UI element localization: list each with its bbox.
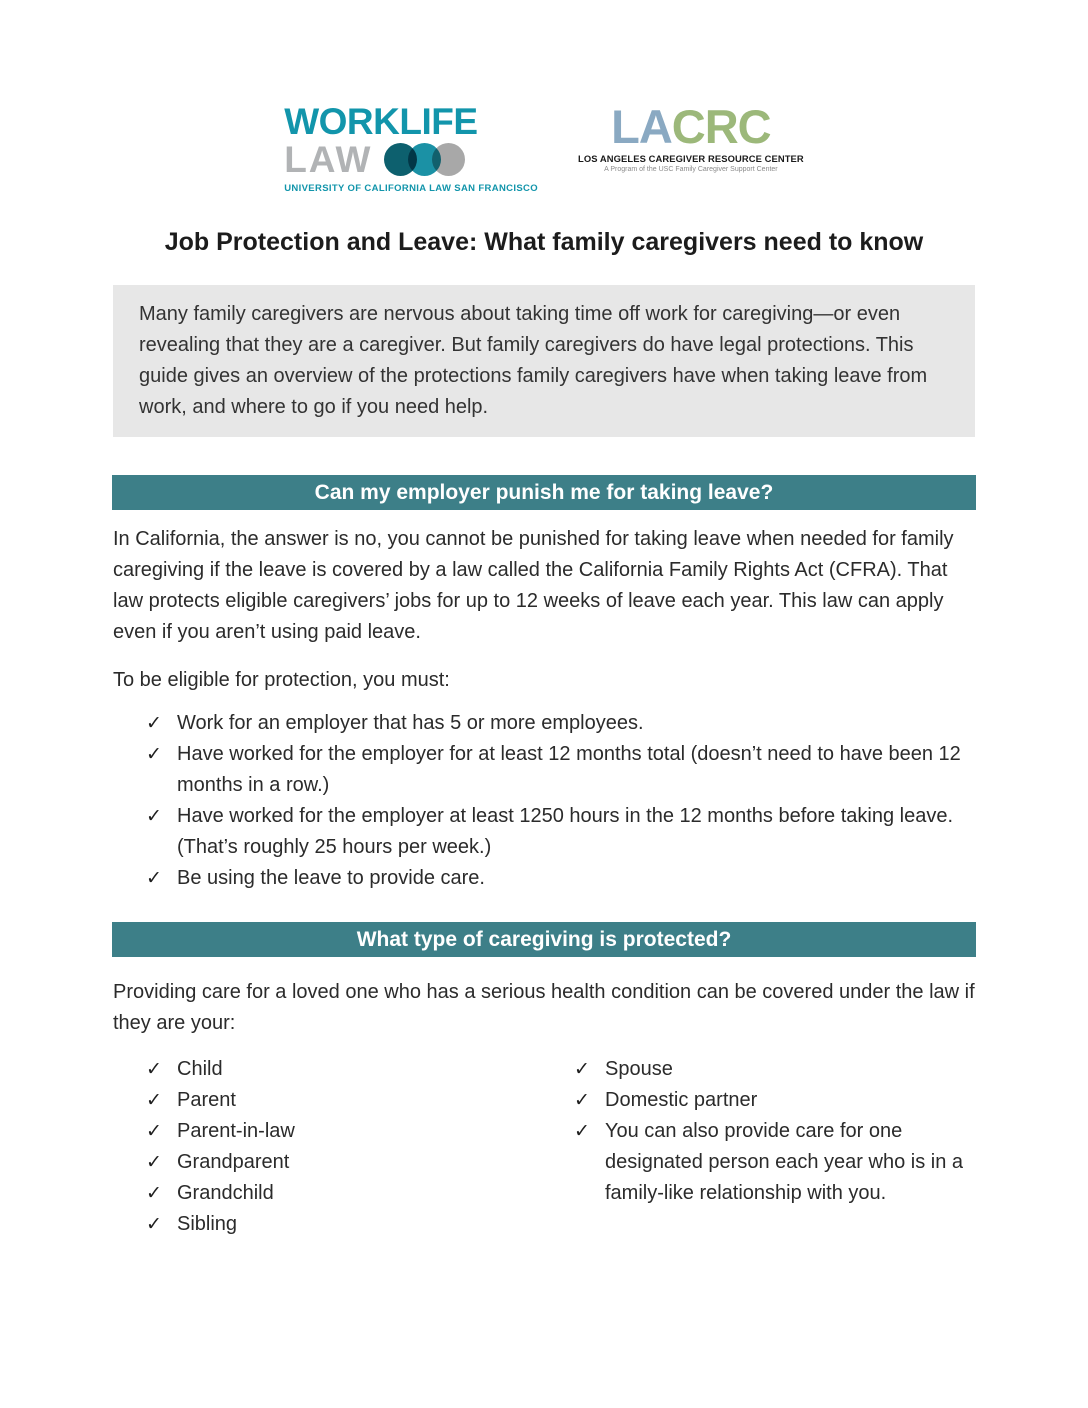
list-item	[146, 1178, 544, 1209]
check-icon: ✓	[146, 1152, 162, 1173]
list-item-text: Have worked for the employer for at least 12 months total (doesn’t need to have been 12 months in a row.)	[177, 743, 961, 796]
list-item-text: Work for an employer that has 5 or more employees.	[177, 712, 644, 734]
list-item-text: Be using the leave to provide care.	[177, 867, 485, 889]
check-icon: ✓	[574, 1121, 590, 1142]
list-item	[146, 1085, 544, 1116]
worklife-tagline: UNIVERSITY OF CALIFORNIA LAW SAN FRANCISCO	[284, 183, 538, 194]
list-item	[146, 1209, 544, 1240]
eligibility-list-intro: To be eligible for protection, you must:	[113, 669, 450, 691]
list-item-text: Sibling	[177, 1213, 238, 1235]
eligibility-checklist	[113, 708, 975, 894]
section2-paragraph: Providing care for a loved one who has a serious health condition can be covered under the law if they are your:	[113, 981, 975, 1034]
page-title: Job Protection and Leave: What family caregivers need to know	[164, 228, 924, 256]
list-item-text: Child	[177, 1058, 223, 1080]
relations-left-column	[113, 1054, 544, 1240]
list-item-text: You can also provide care for one designated person each year who is in a family-like relationship with you.	[605, 1120, 964, 1204]
list-item	[574, 1116, 975, 1209]
check-icon: ✓	[146, 713, 162, 734]
worklife-law-logo	[284, 103, 538, 194]
list-item	[146, 708, 975, 739]
check-icon: ✓	[146, 1183, 162, 1204]
list-item-text: Grandparent	[177, 1151, 290, 1173]
check-icon: ✓	[146, 868, 162, 889]
list-item	[574, 1054, 975, 1085]
list-item	[146, 1116, 544, 1147]
check-icon: ✓	[146, 1214, 162, 1235]
lacrc-la-text: LA	[611, 100, 672, 153]
relations-two-column-list	[113, 1054, 975, 1240]
lacrc-name: LOS ANGELES CAREGIVER RESOURCE CENTER	[578, 152, 804, 164]
check-icon: ✓	[146, 806, 162, 827]
intro-summary-box: Many family caregivers are nervous about taking time off work for caregiving—or even revealing that they are a caregiver. But family caregivers do have legal protections. This guide gives an overview of the protections family caregivers have when taking leave from work, and where to go if you need help.	[113, 285, 975, 437]
section-header-caregiving-type: What type of caregiving is protected?	[112, 922, 976, 957]
check-icon: ✓	[574, 1090, 590, 1111]
list-item-text: Have worked for the employer at least 1250 hours in the 12 months before taking leave. (That’s roughly 25 hours per week.)	[177, 805, 954, 858]
check-icon: ✓	[574, 1059, 590, 1080]
worklife-wordmark: WORKLIFE	[284, 101, 478, 142]
check-icon: ✓	[146, 1090, 162, 1111]
list-item	[146, 801, 975, 863]
law-wordmark: LAW	[284, 139, 373, 180]
lacrc-crc-text: CRC	[671, 100, 771, 153]
check-icon: ✓	[146, 1121, 162, 1142]
list-item	[146, 739, 975, 801]
relations-left-list	[113, 1054, 544, 1240]
list-item-text: Parent	[177, 1089, 236, 1111]
list-item-text: Parent-in-law	[177, 1120, 295, 1142]
list-item-text: Spouse	[605, 1058, 673, 1080]
relations-right-list	[544, 1054, 975, 1209]
lacrc-program-line: A Program of the USC Family Caregiver Support Center	[604, 165, 778, 173]
dot-gray-icon	[432, 143, 465, 176]
relations-right-column	[544, 1054, 975, 1240]
list-item	[146, 1147, 544, 1178]
list-item-text: Domestic partner	[605, 1089, 758, 1111]
list-item	[146, 1054, 544, 1085]
list-item	[146, 863, 975, 894]
lacrc-wordmark	[611, 100, 771, 153]
section1-paragraph: In California, the answer is no, you cannot be punished for taking leave when needed for family caregiving if the leave is covered by a law called the California Family Rights Act (CFRA). That law protects eligible caregivers’ jobs for up to 12 weeks of leave each year. This law can apply even if you aren’t using paid leave.	[113, 528, 954, 643]
list-item-text: Grandchild	[177, 1182, 274, 1204]
logo-row	[0, 0, 1088, 194]
check-icon: ✓	[146, 1059, 162, 1080]
worklife-dots-icon	[384, 143, 465, 176]
check-icon: ✓	[146, 744, 162, 765]
list-item	[574, 1085, 975, 1116]
law-wordmark-row	[284, 141, 538, 178]
lacrc-logo	[578, 100, 804, 173]
section-header-employer-punish: Can my employer punish me for taking leave?	[112, 475, 976, 510]
